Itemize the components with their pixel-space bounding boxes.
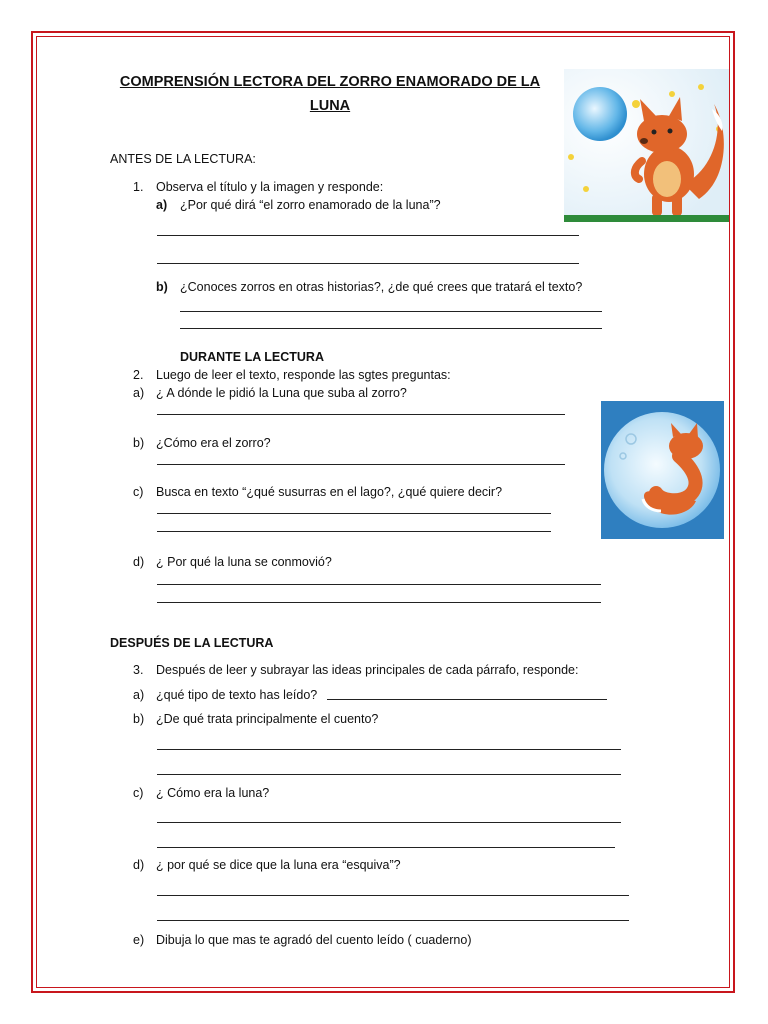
answer-line — [157, 749, 621, 750]
section-heading-durante: DURANTE LA LECTURA — [180, 350, 324, 364]
item-label: e) — [133, 933, 145, 947]
question-text: ¿ A dónde le pidió la Luna que suba al zorro? — [156, 386, 407, 400]
question-number: 3. — [133, 663, 144, 677]
answer-line — [157, 920, 629, 921]
question-text: Busca en texto “¿qué susurras en el lago?, ¿qué quiere decir? — [156, 485, 503, 499]
answer-line — [157, 584, 601, 585]
answer-line — [157, 774, 621, 775]
question-text: Luego de leer el texto, responde las sgtes preguntas: — [156, 368, 451, 382]
item-label: c) — [133, 786, 144, 800]
question-number: 2. — [133, 368, 144, 382]
item-label: d) — [133, 555, 145, 569]
question-text: ¿ por qué se dice que la luna era “esquiva”? — [156, 858, 401, 872]
question-number: 1. — [133, 180, 144, 194]
answer-line — [157, 464, 565, 465]
answer-line — [180, 311, 602, 312]
answer-line — [157, 235, 579, 236]
answer-line — [157, 822, 621, 823]
answer-line — [157, 895, 629, 896]
question-text: ¿qué tipo de texto has leído? — [156, 688, 318, 702]
answer-line — [157, 531, 551, 532]
fox-walking-illustration — [564, 69, 729, 222]
fox-in-moon-illustration — [601, 401, 724, 539]
question-text: Después de leer y subrayar las ideas principales de cada párrafo, responde: — [156, 663, 579, 677]
question-text: ¿Cómo era el zorro? — [156, 436, 271, 450]
answer-line — [157, 847, 615, 848]
question-text: Observa el título y la imagen y responde: — [156, 180, 384, 194]
section-heading-antes: ANTES DE LA LECTURA: — [110, 152, 256, 166]
item-label: b) — [133, 712, 145, 726]
question-text: ¿ Por qué la luna se conmovió? — [156, 555, 332, 569]
answer-line — [157, 414, 565, 415]
item-label: a) — [133, 386, 145, 400]
question-text: ¿Conoces zorros en otras historias?, ¿de qué crees que tratará el texto? — [180, 280, 583, 294]
item-label: d) — [133, 858, 145, 872]
question-text: ¿De qué trata principalmente el cuento? — [156, 712, 379, 726]
item-label: b) — [133, 436, 145, 450]
item-label: a) — [156, 198, 168, 212]
question-text: Dibuja lo que mas te agradó del cuento leído ( cuaderno) — [156, 933, 472, 947]
section-heading-despues: DESPUÉS DE LA LECTURA — [110, 636, 274, 650]
answer-line — [157, 602, 601, 603]
answer-line — [327, 699, 607, 700]
question-text: ¿ Cómo era la luna? — [156, 786, 270, 800]
question-text: ¿Por qué dirá “el zorro enamorado de la luna”? — [180, 198, 441, 212]
answer-line — [157, 263, 579, 264]
item-label: c) — [133, 485, 144, 499]
answer-line — [180, 328, 602, 329]
item-label: a) — [133, 688, 145, 702]
answer-line — [157, 513, 551, 514]
page-title: COMPRENSIÓN LECTORA DEL ZORRO ENAMORADO DE LA LUNA — [119, 74, 541, 114]
item-label: b) — [156, 280, 168, 294]
